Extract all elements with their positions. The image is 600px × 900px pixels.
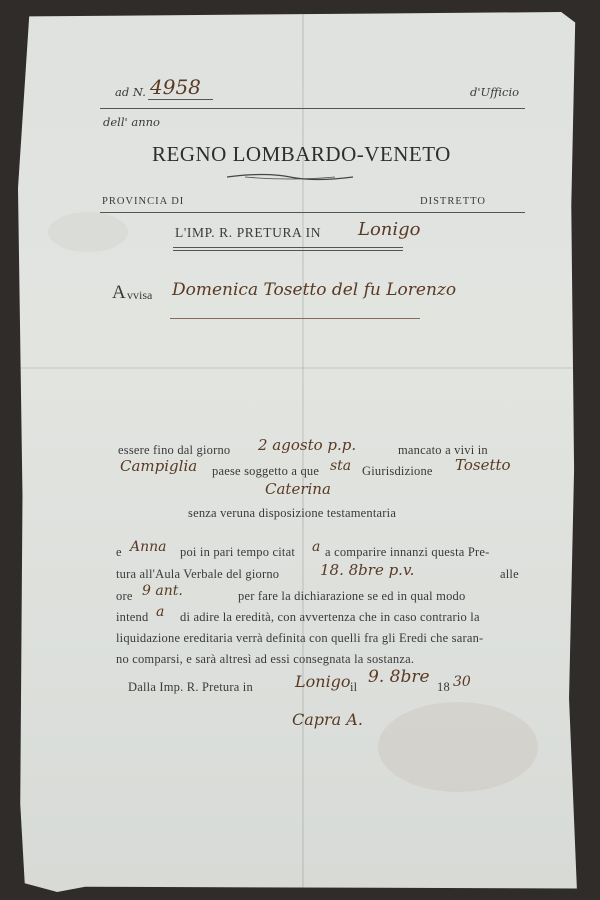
- p4-a: intend: [116, 610, 149, 624]
- p6: no comparsi, e sarà altresì ad essi consegnata la sostanza.: [116, 652, 415, 666]
- paper-fold-horizontal: [18, 367, 578, 369]
- body-line2-b: Giurisdizione: [362, 464, 433, 478]
- body-line2-sta: sta: [330, 458, 352, 474]
- p3-hand: 9 ant.: [142, 583, 183, 599]
- header-rule: [100, 108, 525, 109]
- p1-e: e: [116, 545, 122, 559]
- p2-b: alle: [500, 567, 519, 581]
- body-line1-date: 2 agosto p.p.: [258, 436, 357, 454]
- pretura-label: L'IMP. R. PRETURA IN: [175, 225, 322, 240]
- body-line4: senza veruna disposizione testamentaria: [188, 506, 397, 520]
- body-line1-b: mancato a vivi in: [398, 443, 488, 457]
- ad-n-underline: [148, 99, 213, 100]
- p1-a-hand: a: [312, 539, 321, 555]
- footer-year-a: 18: [437, 680, 450, 694]
- paper-stain: [48, 212, 128, 252]
- p2-a: tura all'Aula Verbale del giorno: [116, 567, 280, 581]
- distretto-label: DISTRETTO: [420, 196, 486, 207]
- ufficio-label: d'Ufficio: [470, 85, 520, 99]
- p4-hand: a: [156, 604, 165, 620]
- avvisa-underline: [170, 318, 420, 319]
- footer-place: Lonigo: [295, 672, 351, 691]
- paper-stain: [378, 702, 538, 792]
- provincia-rule: [100, 212, 525, 213]
- pretura-rule-1: [173, 247, 403, 248]
- provincia-label: PROVINCIA DI: [102, 196, 185, 207]
- p4-b: di adire la eredità, con avvertenza che in caso contrario la: [180, 610, 480, 624]
- footer-dalla: Dalla Imp. R. Pretura in: [128, 680, 253, 694]
- footer-il: il: [350, 680, 358, 694]
- ad-n-label: ad N.: [115, 85, 146, 99]
- avvisa-name: Domenica Tosetto del fu Lorenzo: [172, 280, 457, 300]
- ad-n-value: 4958: [150, 75, 201, 99]
- p3-b: per fare la dichiarazione se ed in qual modo: [238, 589, 466, 603]
- p1-b: a comparire innanzi questa Pre-: [325, 545, 490, 559]
- signature: Capra A.: [292, 710, 363, 729]
- ornament-divider: [225, 170, 355, 184]
- body-line3-name: Caterina: [265, 480, 331, 498]
- pretura-place: Lonigo: [358, 219, 421, 240]
- footer-date: 9. 8bre: [368, 667, 430, 687]
- body-line2-place: Campiglia: [120, 457, 198, 475]
- avvisa-label: vvisa: [127, 288, 153, 302]
- p5: liquidazione ereditaria verrà definita con quelli fra gli Eredi che saran-: [116, 631, 484, 645]
- footer-year-b: 30: [453, 674, 471, 690]
- p3-a: ore: [116, 589, 133, 603]
- body-line1-a: essere fino dal giorno: [118, 443, 231, 457]
- body-line2-a: paese soggetto a que: [212, 464, 320, 478]
- kingdom-title: REGNO LOMBARDO-VENETO: [152, 142, 451, 166]
- p2-date: 18. 8bre p.v.: [320, 561, 415, 579]
- avvisa-initial: A: [112, 282, 126, 303]
- p1-hand: Anna: [130, 539, 167, 555]
- dell-anno-label: dell' anno: [103, 115, 160, 129]
- body-line2-name: Tosetto: [455, 456, 511, 474]
- p1-a: poi in pari tempo citat: [180, 545, 295, 559]
- pretura-rule-2: [173, 250, 403, 251]
